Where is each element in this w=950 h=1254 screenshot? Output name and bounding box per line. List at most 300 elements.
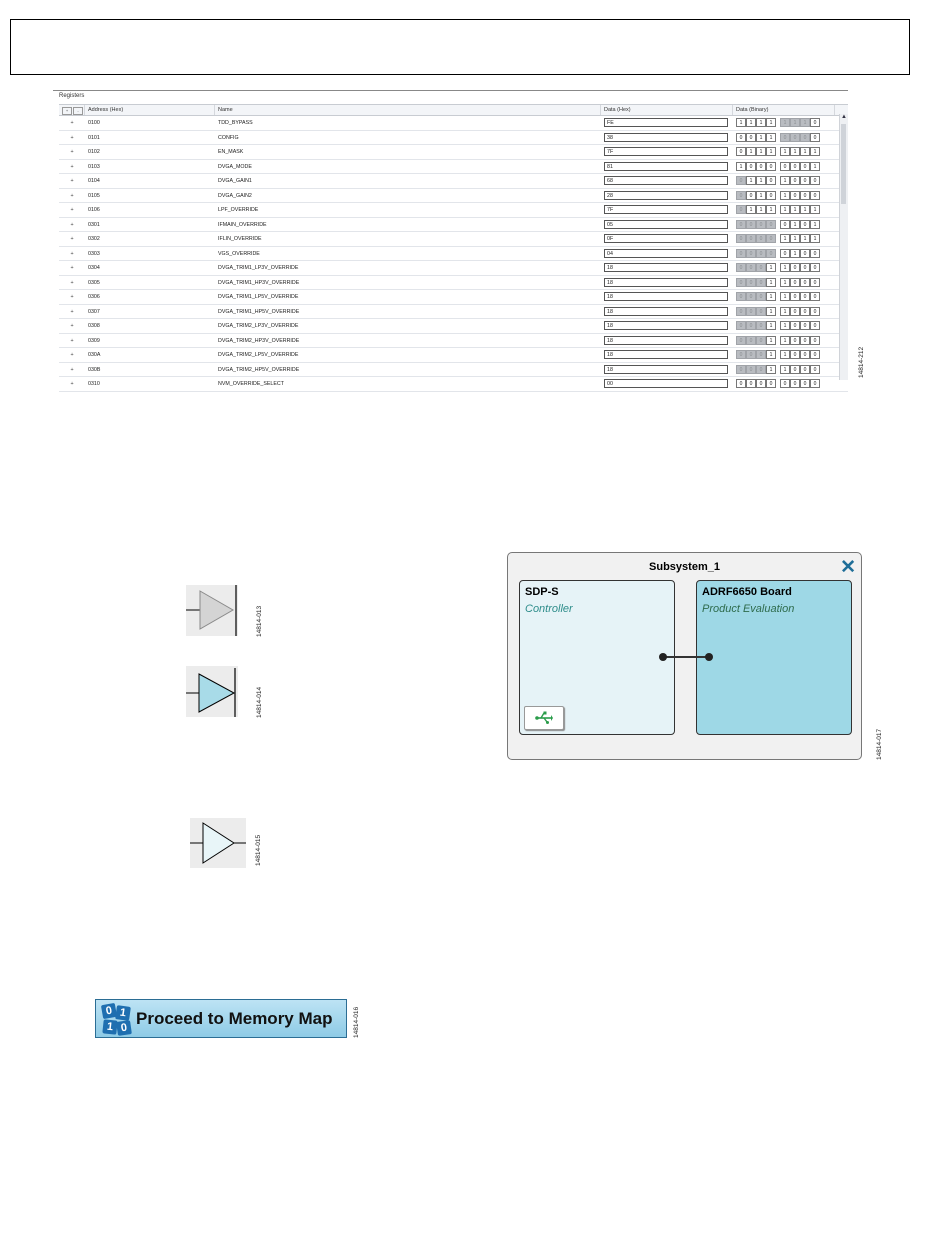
expand-toggle[interactable]: +: [70, 221, 74, 228]
register-bit[interactable]: 0: [800, 249, 810, 258]
register-bit[interactable]: 0: [810, 249, 820, 258]
connection-link: [658, 651, 714, 663]
register-address: 030A: [88, 352, 101, 358]
register-hex-input[interactable]: 18: [604, 278, 728, 287]
register-bit[interactable]: 1: [766, 147, 776, 156]
register-name: DVGA_TRIM1_LP3V_OVERRIDE: [218, 265, 299, 271]
register-hex-input[interactable]: 0F: [604, 234, 728, 243]
register-bit[interactable]: 0: [766, 176, 776, 185]
expand-toggle[interactable]: +: [70, 337, 74, 344]
register-address: 0104: [88, 178, 100, 184]
register-bit[interactable]: 1: [800, 234, 810, 243]
register-binary-cell: [733, 334, 835, 348]
register-address: 0304: [88, 265, 100, 271]
register-bit: 0: [736, 350, 746, 359]
register-bit: 0: [746, 350, 756, 359]
register-hex-cell: [601, 319, 733, 333]
register-bit[interactable]: 1: [766, 278, 776, 287]
figure-label-subsystem: 14814-017: [876, 728, 883, 760]
register-bit[interactable]: 0: [746, 379, 756, 388]
register-hex-cell: [601, 276, 733, 290]
subsystem-title: Subsystem_1: [649, 561, 720, 573]
register-bit[interactable]: 1: [790, 234, 800, 243]
register-name: DVGA_TRIM2_LP3V_OVERRIDE: [218, 323, 299, 329]
register-bit[interactable]: 0: [756, 162, 766, 171]
close-icon[interactable]: ✕: [840, 557, 856, 578]
expand-toggle[interactable]: +: [70, 178, 74, 184]
register-bit: 0: [736, 292, 746, 301]
register-hex-input[interactable]: 04: [604, 249, 728, 258]
expand-toggle[interactable]: +: [70, 323, 74, 329]
register-hex-input[interactable]: 7F: [604, 205, 728, 214]
register-bit[interactable]: 1: [766, 263, 776, 272]
register-address: 0101: [88, 134, 100, 141]
registers-panel: [53, 90, 848, 387]
table-row[interactable]: [59, 160, 848, 175]
expand-toggle[interactable]: +: [70, 352, 74, 358]
register-bit: 0: [756, 292, 766, 301]
register-bit[interactable]: 0: [800, 365, 810, 374]
register-address: 0106: [88, 207, 100, 213]
register-bit[interactable]: 0: [810, 379, 820, 388]
register-address: 0308: [88, 323, 100, 329]
register-address: 0103: [88, 163, 100, 170]
register-bit: 0: [756, 365, 766, 374]
register-name: DVGA_TRIM1_HP3V_OVERRIDE: [218, 279, 300, 286]
register-bit: 0: [746, 321, 756, 330]
register-bit[interactable]: 0: [790, 321, 800, 330]
register-bit[interactable]: 0: [766, 162, 776, 171]
expand-toggle[interactable]: +: [70, 207, 74, 213]
register-hex-cell: [601, 247, 733, 261]
register-bit[interactable]: 0: [746, 162, 756, 171]
register-bit[interactable]: 1: [756, 133, 766, 142]
register-binary-cell: [733, 377, 835, 391]
table-row[interactable]: [59, 174, 848, 189]
table-row[interactable]: [59, 218, 848, 233]
figure-label-triangle-gray: 14814-013: [256, 605, 263, 637]
table-row[interactable]: [59, 145, 848, 160]
register-bit[interactable]: 1: [756, 176, 766, 185]
register-bit[interactable]: 0: [746, 191, 756, 200]
register-bit: 0: [736, 307, 746, 316]
register-bit[interactable]: 0: [800, 220, 810, 229]
register-bit: 0: [746, 365, 756, 374]
register-bit[interactable]: 1: [746, 176, 756, 185]
register-bit[interactable]: 1: [766, 321, 776, 330]
register-bit[interactable]: 0: [800, 278, 810, 287]
register-name: LPF_OVERRIDE: [218, 207, 259, 213]
expand-toggle[interactable]: +: [70, 134, 74, 141]
register-name: DVGA_MODE: [218, 163, 252, 170]
register-bit: 0: [756, 278, 766, 287]
table-row[interactable]: [59, 305, 848, 320]
register-address: 0306: [88, 294, 100, 300]
register-bit[interactable]: 0: [790, 379, 800, 388]
register-bit[interactable]: 1: [756, 205, 766, 214]
register-hex-cell: [601, 348, 733, 362]
register-address: 0105: [88, 192, 100, 199]
register-bit[interactable]: 0: [810, 292, 820, 301]
register-bit: 0: [736, 191, 746, 200]
register-bit[interactable]: 1: [766, 205, 776, 214]
expand-toggle[interactable]: +: [70, 308, 74, 315]
register-hex-input[interactable]: 7F: [604, 147, 728, 156]
board-card[interactable]: [696, 580, 852, 735]
expand-toggle[interactable]: +: [70, 250, 74, 257]
register-name: NVM_OVERRIDE_SELECT: [218, 381, 284, 387]
register-bit: 0: [746, 292, 756, 301]
register-address: 0309: [88, 337, 100, 344]
register-bit: 0: [736, 220, 746, 229]
register-hex-input[interactable]: 68: [604, 176, 728, 185]
register-hex-input[interactable]: FE: [604, 118, 728, 127]
column-header-data-hex[interactable]: Data (Hex): [601, 105, 733, 115]
column-header-address[interactable]: Address (Hex): [85, 105, 215, 115]
register-hex-input[interactable]: 38: [604, 133, 728, 142]
table-row[interactable]: [59, 247, 848, 262]
register-bit[interactable]: 1: [766, 118, 776, 127]
register-bit[interactable]: 1: [810, 162, 820, 171]
register-hex-cell: [601, 145, 733, 159]
register-bit[interactable]: 1: [810, 234, 820, 243]
register-bit[interactable]: 0: [810, 350, 820, 359]
controller-card[interactable]: [519, 580, 675, 735]
register-binary-cell: [733, 174, 835, 188]
register-bit[interactable]: 1: [756, 147, 766, 156]
register-bit[interactable]: 0: [766, 379, 776, 388]
triangle-outline-block: [188, 818, 248, 868]
controller-name: SDP-S: [525, 586, 559, 598]
register-hex-cell: [601, 131, 733, 145]
register-bit[interactable]: 0: [756, 379, 766, 388]
register-bit[interactable]: 0: [800, 379, 810, 388]
register-binary-cell: [733, 232, 835, 246]
register-bit: 0: [736, 336, 746, 345]
register-bit[interactable]: 1: [780, 191, 790, 200]
register-hex-cell: [601, 189, 733, 203]
register-bit: 0: [746, 234, 756, 243]
register-hex-cell: [601, 261, 733, 275]
table-row[interactable]: [59, 377, 848, 392]
register-bit[interactable]: 1: [780, 234, 790, 243]
register-bit: 0: [766, 234, 776, 243]
table-row[interactable]: [59, 290, 848, 305]
register-bit[interactable]: 1: [790, 147, 800, 156]
register-name: EN_MASK: [218, 149, 244, 155]
register-bit[interactable]: 1: [780, 176, 790, 185]
register-name: VGS_OVERRIDE: [218, 250, 260, 257]
register-bit[interactable]: 0: [736, 147, 746, 156]
table-row[interactable]: [59, 203, 848, 218]
register-hex-input[interactable]: 05: [604, 220, 728, 229]
register-bit[interactable]: 0: [800, 321, 810, 330]
figure-label-proceed: 14814-016: [353, 1006, 360, 1038]
expand-toggle[interactable]: +: [70, 294, 74, 300]
register-bit: 0: [756, 220, 766, 229]
register-hex-cell: [601, 334, 733, 348]
amplifier-gray-icon: [186, 585, 250, 637]
register-bit[interactable]: 1: [766, 292, 776, 301]
register-bit[interactable]: 0: [810, 321, 820, 330]
register-bit[interactable]: 0: [810, 307, 820, 316]
registers-scrollbar[interactable]: [839, 114, 848, 380]
register-bit[interactable]: 1: [746, 205, 756, 214]
register-bit[interactable]: 1: [736, 162, 746, 171]
register-bit[interactable]: 0: [790, 336, 800, 345]
register-bit[interactable]: 0: [810, 263, 820, 272]
register-bit[interactable]: 0: [780, 249, 790, 258]
register-bit[interactable]: 0: [790, 162, 800, 171]
register-bit[interactable]: 0: [766, 191, 776, 200]
register-bit[interactable]: 1: [736, 118, 746, 127]
register-bit: 0: [746, 336, 756, 345]
register-bit[interactable]: 0: [790, 307, 800, 316]
amplifier-outline-icon: [188, 818, 248, 868]
register-bit[interactable]: 1: [780, 321, 790, 330]
register-name: DVGA_TRIM2_HP5V_OVERRIDE: [218, 366, 300, 373]
register-binary-cell: [733, 116, 835, 130]
register-bit[interactable]: 0: [810, 133, 820, 142]
sort-controls[interactable]: + -: [59, 105, 85, 115]
register-bit[interactable]: 1: [766, 336, 776, 345]
expand-toggle[interactable]: +: [70, 279, 74, 286]
register-hex-input[interactable]: 81: [604, 162, 728, 171]
register-hex-cell: [601, 305, 733, 319]
register-bit: 0: [756, 336, 766, 345]
register-binary-cell: [733, 145, 835, 159]
register-bit: 0: [736, 263, 746, 272]
table-row[interactable]: [59, 348, 848, 363]
register-address: 0310: [88, 381, 100, 387]
figure-label-registers: 14814-212: [858, 346, 865, 378]
register-bit: 0: [790, 133, 800, 142]
register-bit[interactable]: 1: [780, 205, 790, 214]
register-bit[interactable]: 0: [780, 220, 790, 229]
register-bit[interactable]: 0: [790, 350, 800, 359]
register-bit[interactable]: 1: [790, 220, 800, 229]
register-bit: 0: [756, 307, 766, 316]
register-bit: 0: [746, 307, 756, 316]
register-binary-cell: [733, 189, 835, 203]
expand-toggle[interactable]: +: [70, 192, 74, 199]
register-bit[interactable]: 1: [780, 263, 790, 272]
register-address: 0102: [88, 149, 100, 155]
column-header-name[interactable]: Name: [215, 105, 601, 115]
register-bit[interactable]: 1: [800, 147, 810, 156]
expand-toggle[interactable]: +: [70, 120, 74, 126]
register-hex-cell: [601, 232, 733, 246]
register-bit[interactable]: 1: [780, 278, 790, 287]
register-bit[interactable]: 1: [780, 147, 790, 156]
table-row[interactable]: [59, 116, 848, 131]
register-name: DVGA_TRIM1_HP5V_OVERRIDE: [218, 308, 300, 315]
register-bit: 0: [736, 205, 746, 214]
table-row[interactable]: [59, 131, 848, 146]
register-bit: 0: [746, 263, 756, 272]
register-bit: 1: [780, 118, 790, 127]
registers-title: Registers: [59, 93, 85, 99]
register-bit[interactable]: 1: [766, 365, 776, 374]
register-bit[interactable]: 1: [790, 249, 800, 258]
expand-toggle[interactable]: +: [70, 163, 74, 170]
register-bit[interactable]: 0: [810, 278, 820, 287]
table-row[interactable]: [59, 276, 848, 291]
register-bit[interactable]: 0: [800, 263, 810, 272]
figure-label-triangle-blue: 14814-014: [256, 686, 263, 718]
register-name: IFMAIN_OVERRIDE: [218, 221, 267, 228]
register-bit[interactable]: 0: [800, 307, 810, 316]
register-bit[interactable]: 1: [766, 307, 776, 316]
register-bit: 0: [736, 365, 746, 374]
register-hex-input[interactable]: 18: [604, 321, 728, 330]
register-bit[interactable]: 0: [780, 162, 790, 171]
expand-toggle[interactable]: +: [70, 366, 74, 373]
register-bit[interactable]: 1: [746, 147, 756, 156]
register-address: 0302: [88, 236, 100, 242]
register-hex-input[interactable]: 18: [604, 292, 728, 301]
expand-toggle[interactable]: +: [70, 265, 74, 271]
triangle-gray-block: [186, 585, 238, 636]
register-bit: 0: [756, 249, 766, 258]
table-row[interactable]: [59, 261, 848, 276]
usb-connection-button[interactable]: [524, 706, 564, 730]
register-address: 0100: [88, 120, 100, 126]
register-hex-input[interactable]: 18: [604, 336, 728, 345]
register-hex-input[interactable]: 18: [604, 365, 728, 374]
register-bit[interactable]: 0: [800, 336, 810, 345]
registers-body: [59, 116, 848, 392]
register-binary-cell: [733, 276, 835, 290]
table-row[interactable]: [59, 189, 848, 204]
register-hex-cell: [601, 174, 733, 188]
register-bit[interactable]: 0: [790, 191, 800, 200]
register-hex-cell: [601, 290, 733, 304]
binary-icon: 0 1 1 0: [100, 1002, 132, 1036]
register-bit[interactable]: 1: [780, 336, 790, 345]
register-bit[interactable]: 0: [800, 191, 810, 200]
register-bit: 0: [736, 176, 746, 185]
register-binary-cell: [733, 290, 835, 304]
register-address: 0307: [88, 308, 100, 315]
register-bit: 0: [736, 321, 746, 330]
register-bit[interactable]: 1: [756, 118, 766, 127]
register-bit: 0: [746, 249, 756, 258]
register-binary-cell: [733, 348, 835, 362]
column-header-data-binary[interactable]: Data (Binary): [733, 105, 835, 115]
register-bit[interactable]: 0: [810, 118, 820, 127]
register-bit: 0: [736, 278, 746, 287]
register-bit[interactable]: 0: [810, 176, 820, 185]
register-bit[interactable]: 1: [780, 292, 790, 301]
scrollbar-thumb[interactable]: [841, 124, 846, 204]
register-bit[interactable]: 0: [800, 350, 810, 359]
register-bit: 1: [790, 118, 800, 127]
proceed-to-memory-map-button[interactable]: [95, 999, 347, 1038]
register-bit[interactable]: 1: [766, 133, 776, 142]
table-row[interactable]: [59, 319, 848, 334]
register-bit: 0: [766, 220, 776, 229]
register-bit[interactable]: 1: [780, 350, 790, 359]
register-bit[interactable]: 0: [790, 263, 800, 272]
register-bit[interactable]: 0: [800, 176, 810, 185]
register-bit: 1: [800, 118, 810, 127]
register-bit[interactable]: 1: [810, 205, 820, 214]
register-name: TDD_BYPASS: [218, 120, 253, 126]
register-hex-input[interactable]: 00: [604, 379, 728, 388]
register-bit[interactable]: 0: [810, 336, 820, 345]
triangle-blue-block: [186, 666, 246, 718]
register-address: 0303: [88, 250, 100, 257]
registers-header: [59, 105, 848, 116]
registers-grid: [59, 104, 848, 392]
register-hex-cell: [601, 203, 733, 217]
expand-toggle[interactable]: +: [70, 236, 74, 242]
register-bit[interactable]: 0: [790, 365, 800, 374]
register-name: DVGA_TRIM1_LP5V_OVERRIDE: [218, 294, 299, 300]
register-hex-input[interactable]: 18: [604, 263, 728, 272]
register-bit[interactable]: 1: [766, 350, 776, 359]
register-bit[interactable]: 0: [736, 133, 746, 142]
register-bit[interactable]: 0: [810, 365, 820, 374]
register-bit[interactable]: 1: [800, 205, 810, 214]
register-name: DVGA_GAIN2: [218, 192, 252, 199]
register-bit[interactable]: 1: [810, 220, 820, 229]
register-bit: 0: [756, 263, 766, 272]
register-bit[interactable]: 0: [800, 162, 810, 171]
register-bit[interactable]: 0: [810, 191, 820, 200]
expand-toggle[interactable]: +: [70, 149, 74, 155]
register-bit[interactable]: 1: [756, 191, 766, 200]
register-hex-input[interactable]: 28: [604, 191, 728, 200]
register-hex-input[interactable]: 18: [604, 307, 728, 316]
register-address: 0301: [88, 221, 100, 228]
register-bit[interactable]: 0: [780, 379, 790, 388]
table-row[interactable]: [59, 363, 848, 378]
register-bit[interactable]: 1: [790, 205, 800, 214]
header-box: [10, 19, 910, 75]
register-bit: 0: [736, 234, 746, 243]
table-row[interactable]: [59, 232, 848, 247]
register-bit[interactable]: 1: [780, 365, 790, 374]
proceed-button-label: Proceed to Memory Map: [136, 1008, 333, 1028]
register-bit: 0: [736, 249, 746, 258]
register-hex-cell: [601, 377, 733, 391]
register-name: DVGA_GAIN1: [218, 178, 252, 184]
register-binary-cell: [733, 247, 835, 261]
register-bit[interactable]: 0: [790, 278, 800, 287]
register-bit[interactable]: 1: [746, 118, 756, 127]
register-bit[interactable]: 0: [790, 292, 800, 301]
register-bit: 0: [780, 133, 790, 142]
register-bit[interactable]: 0: [746, 133, 756, 142]
register-binary-cell: [733, 160, 835, 174]
register-bit[interactable]: 0: [800, 292, 810, 301]
table-row[interactable]: [59, 334, 848, 349]
scroll-up-icon[interactable]: ▲: [841, 114, 847, 120]
expand-toggle[interactable]: +: [70, 381, 74, 387]
register-hex-cell: [601, 160, 733, 174]
register-hex-input[interactable]: 18: [604, 350, 728, 359]
register-name: IFLIN_OVERRIDE: [218, 236, 262, 242]
register-bit[interactable]: 0: [790, 176, 800, 185]
register-bit[interactable]: 0: [736, 379, 746, 388]
figure-label-triangle-outline: 14814-015: [255, 834, 262, 866]
register-bit[interactable]: 1: [780, 307, 790, 316]
register-bit[interactable]: 1: [810, 147, 820, 156]
register-hex-cell: [601, 363, 733, 377]
register-binary-cell: [733, 319, 835, 333]
